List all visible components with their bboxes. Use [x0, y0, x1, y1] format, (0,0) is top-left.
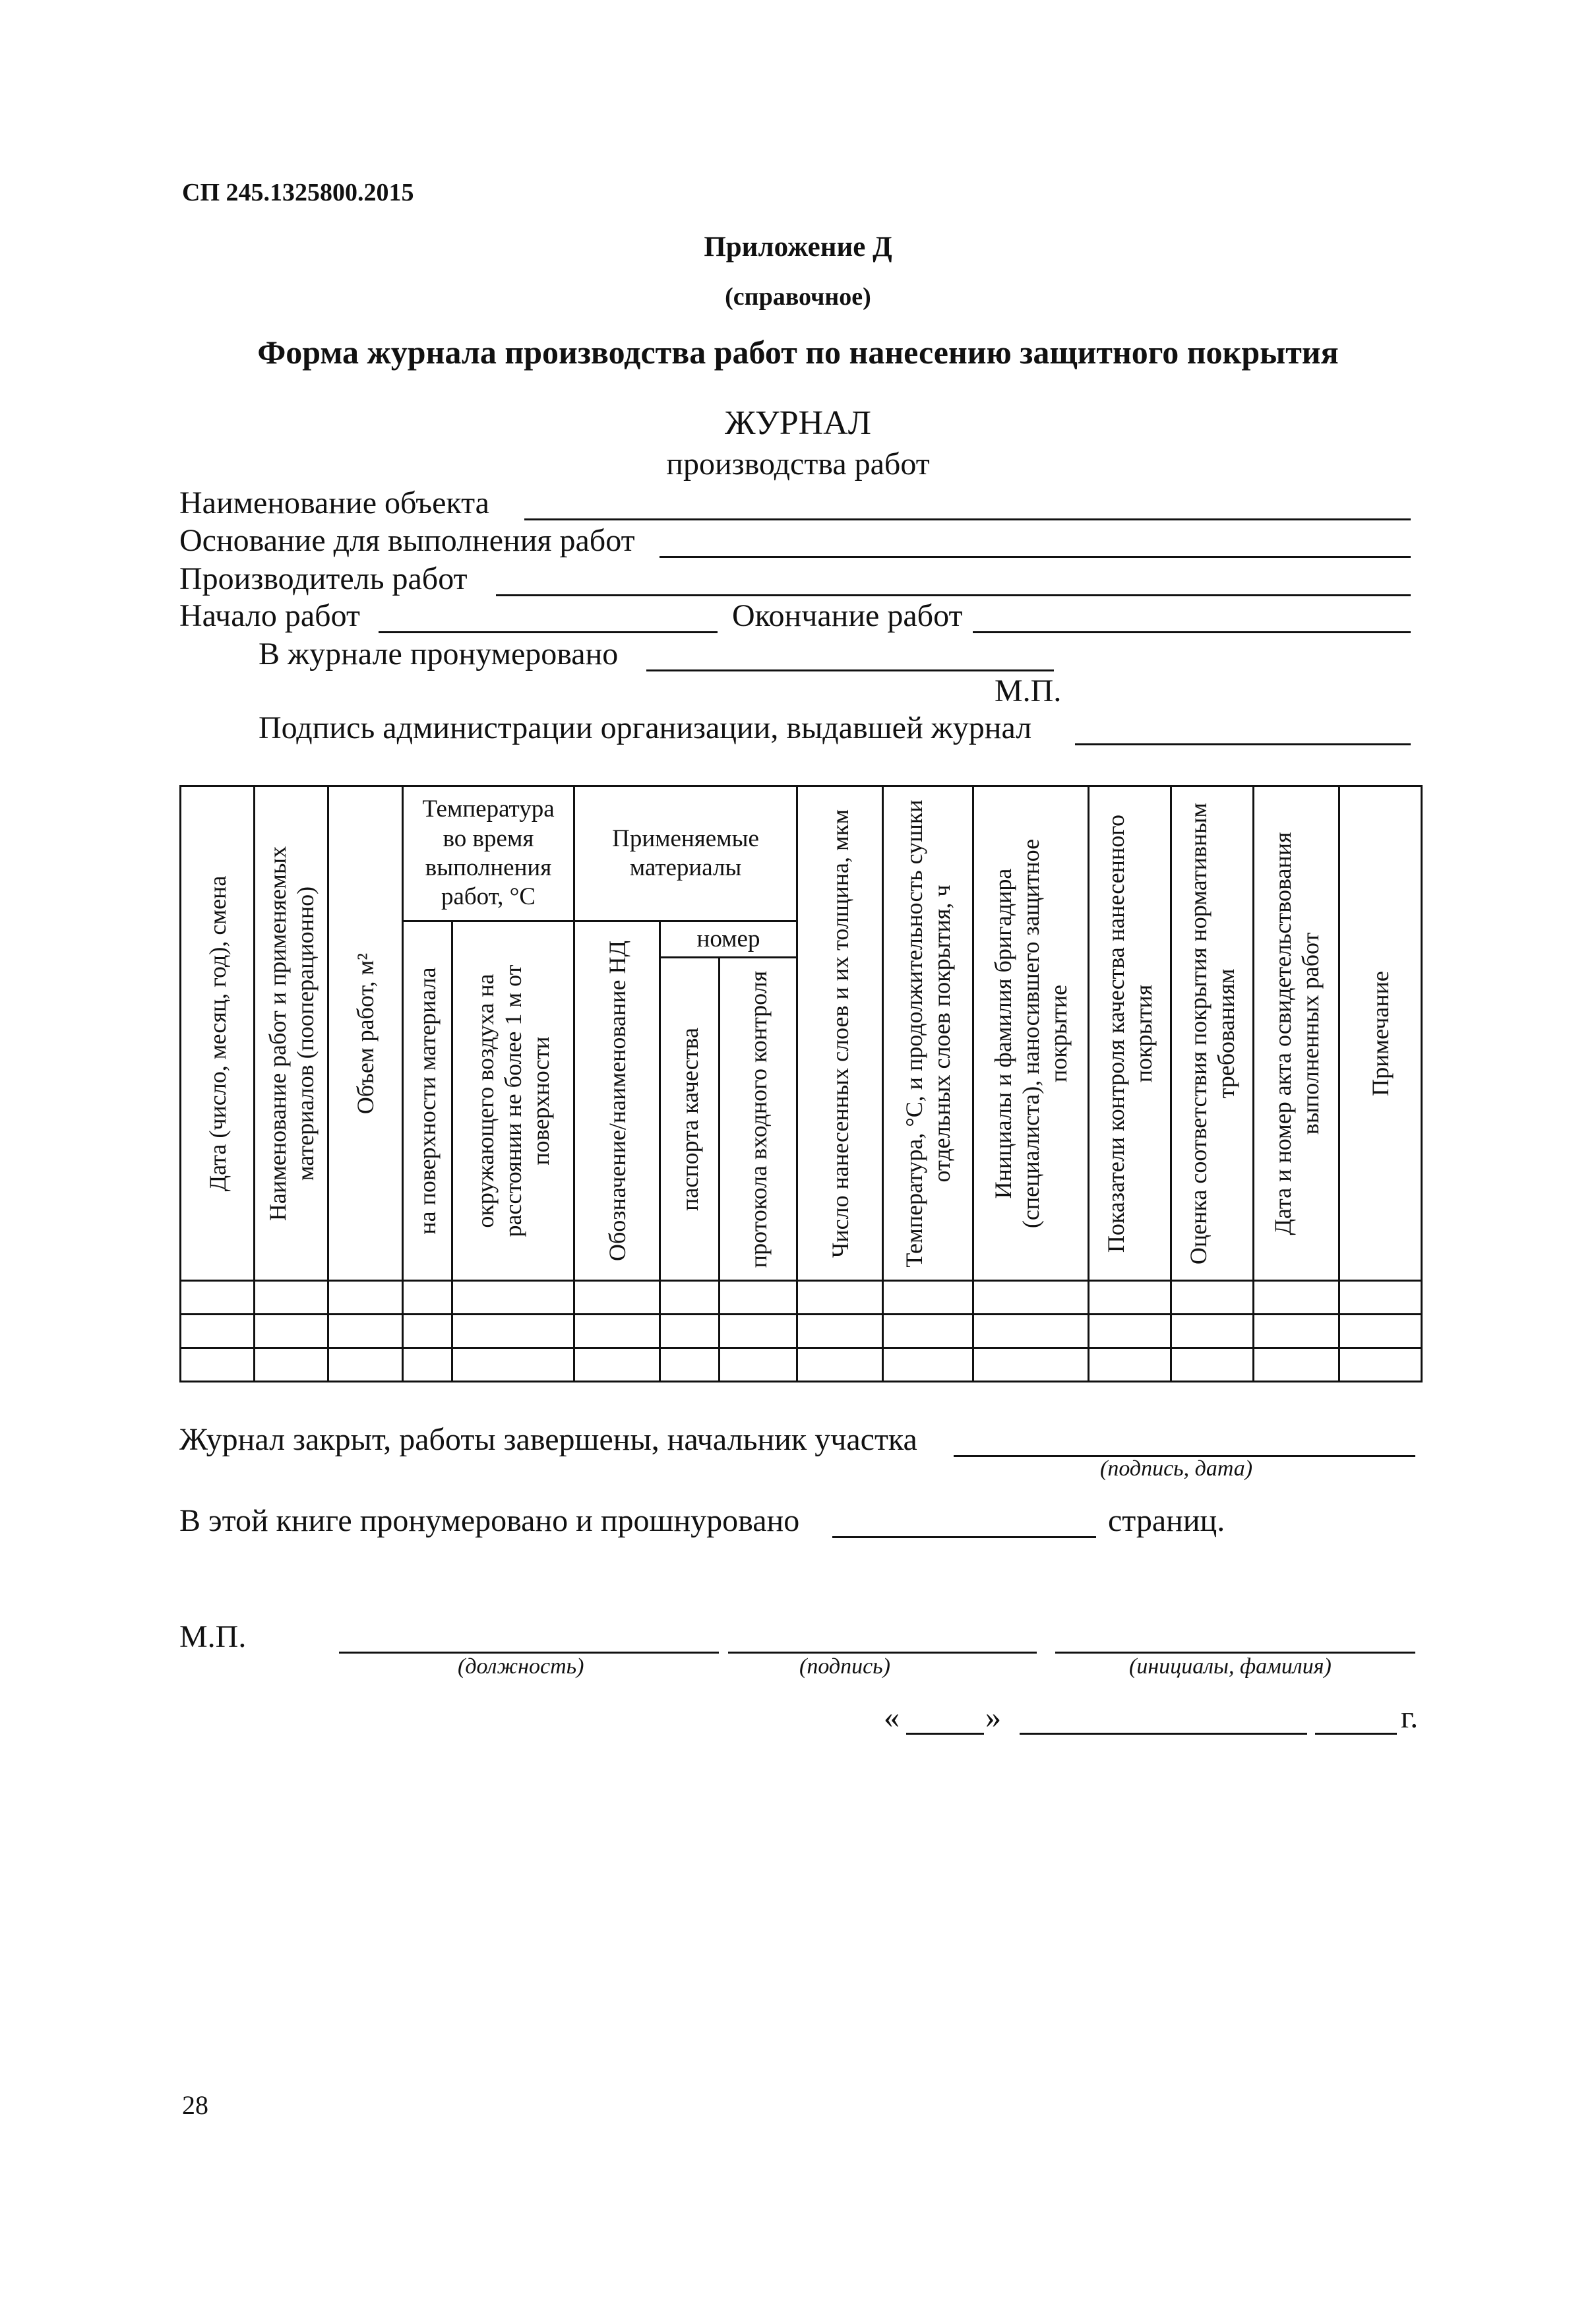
year-suffix: г.	[1401, 1700, 1419, 1735]
signature-date-hint: (подпись, дата)	[1100, 1456, 1253, 1481]
table-cell[interactable]	[1339, 1348, 1422, 1382]
admin-signature-label: Подпись администрации организации, выдавшей журнал	[259, 710, 1032, 745]
col-quality-passport-text: паспорта качества	[676, 1027, 703, 1211]
col-quality-indicators-header	[1089, 786, 1171, 1281]
table-cell[interactable]	[973, 1315, 1089, 1348]
table-cell[interactable]	[452, 1281, 574, 1315]
numbered-field[interactable]	[646, 669, 1054, 671]
position-field[interactable]	[339, 1652, 719, 1654]
table-cell[interactable]	[660, 1315, 720, 1348]
table-cell[interactable]	[1089, 1281, 1171, 1315]
admin-signature-field[interactable]	[1075, 743, 1411, 745]
col-layers-header	[797, 786, 883, 1281]
col-drying-text: Температура, °С, и продолжительность сушки отдельных слоев покрытия, ч	[900, 799, 955, 1268]
col-temperature-group-text: Температура во время выполнения работ, °С	[422, 795, 555, 911]
table-cell[interactable]	[181, 1281, 255, 1315]
page-number: 28	[182, 2090, 208, 2120]
table-cell[interactable]	[181, 1315, 255, 1348]
table-cell[interactable]	[1254, 1281, 1339, 1315]
initials-field[interactable]	[1055, 1652, 1415, 1654]
col-input-control-header	[720, 958, 797, 1281]
col-material-designation-header	[574, 921, 660, 1281]
initials-hint: (инициалы, фамилия)	[1129, 1654, 1332, 1679]
table-cell[interactable]	[1089, 1315, 1171, 1348]
col-temp-surface-header	[403, 921, 452, 1281]
col-foreman-text: Инициалы и фамилия бригадира (специалиста), наносившего защитное покрытие	[989, 838, 1072, 1228]
table-cell[interactable]	[452, 1348, 574, 1382]
col-number-group-text: номер	[696, 925, 760, 952]
table-cell[interactable]	[328, 1348, 403, 1382]
table-cell[interactable]	[973, 1348, 1089, 1382]
quote-close: »	[985, 1700, 1001, 1735]
annex-type: (справочное)	[725, 283, 871, 311]
table-cell[interactable]	[883, 1315, 973, 1348]
annex-title: Приложение Д	[704, 232, 892, 263]
end-field[interactable]	[973, 631, 1411, 633]
col-foreman-header	[973, 786, 1089, 1281]
col-temp-surface-text: на поверхности материала	[414, 967, 441, 1235]
table-cell[interactable]	[255, 1281, 328, 1315]
table-cell[interactable]	[660, 1348, 720, 1382]
table-cell[interactable]	[1254, 1315, 1339, 1348]
col-number-group-header	[660, 921, 797, 958]
table-cell[interactable]	[1089, 1348, 1171, 1382]
table-cell[interactable]	[574, 1281, 660, 1315]
table-row	[181, 1315, 1422, 1348]
journal-table	[179, 785, 1423, 1382]
table-cell[interactable]	[181, 1348, 255, 1382]
table-cell[interactable]	[1171, 1348, 1254, 1382]
quote-open: «	[884, 1700, 900, 1735]
table-cell[interactable]	[403, 1315, 452, 1348]
col-date-header	[181, 786, 255, 1281]
journal-closed-label: Журнал закрыт, работы завершены, начальник участка	[179, 1422, 917, 1457]
col-volume-text: Объем работ, м²	[352, 952, 379, 1114]
journal-title: ЖУРНАЛ	[725, 404, 871, 442]
numbered-label: В журнале пронумеровано	[259, 637, 619, 671]
document-code: СП 245.1325800.2015	[182, 179, 414, 206]
col-materials-group-text: Применяемые материалы	[612, 824, 759, 881]
journal-subtitle: производства работ	[666, 447, 930, 481]
contractor-label: Производитель работ	[179, 561, 468, 596]
col-inspection-act-text: Дата и номер акта освидетельствования выполненных работ	[1269, 831, 1324, 1235]
basis-label: Основание для выполнения работ	[179, 523, 635, 558]
col-work-name-header	[255, 786, 328, 1281]
start-label: Начало работ	[179, 598, 360, 633]
month-field[interactable]	[1020, 1733, 1307, 1735]
day-field[interactable]	[906, 1733, 984, 1735]
table-row	[181, 1281, 1422, 1315]
col-temperature-group-header	[403, 786, 574, 921]
col-temp-air-text: окружающего воздуха на расстоянии не более 1 м от поверхности	[472, 964, 555, 1237]
table-cell[interactable]	[720, 1348, 797, 1382]
table-cell[interactable]	[883, 1348, 973, 1382]
end-label: Окончание работ	[732, 598, 963, 633]
pages-word: страниц.	[1108, 1503, 1225, 1538]
table-cell[interactable]	[797, 1348, 883, 1382]
table-cell[interactable]	[797, 1315, 883, 1348]
col-volume-header	[328, 786, 403, 1281]
table-cell[interactable]	[403, 1281, 452, 1315]
book-numbered-label: В этой книге пронумеровано и прошнуровано	[179, 1503, 800, 1538]
signature-hint: (подпись)	[799, 1654, 890, 1679]
object-name-label: Наименование объекта	[179, 485, 489, 520]
start-field[interactable]	[379, 631, 718, 633]
col-layers-text: Число нанесенных слоев и их толщина, мкм	[826, 809, 853, 1258]
col-compliance-text: Оценка соответствия покрытия нормативным требованиям	[1184, 802, 1239, 1264]
col-work-name-text: Наименование работ и применяемых материалов (пооперационно)	[264, 846, 319, 1221]
table-cell[interactable]	[1171, 1281, 1254, 1315]
table-cell[interactable]	[720, 1281, 797, 1315]
table-cell[interactable]	[1339, 1315, 1422, 1348]
position-hint: (должность)	[458, 1654, 584, 1679]
col-materials-group-header	[574, 786, 797, 921]
book-pages-field[interactable]	[832, 1536, 1096, 1538]
col-compliance-header	[1171, 786, 1254, 1281]
table-cell[interactable]	[1171, 1315, 1254, 1348]
col-date-text: Дата (число, месяц, год), смена	[204, 875, 231, 1191]
col-note-header	[1339, 786, 1422, 1281]
table-cell[interactable]	[574, 1348, 660, 1382]
table-cell[interactable]	[883, 1281, 973, 1315]
col-material-designation-text: Обозначение/наименование НД	[603, 940, 630, 1262]
table-cell[interactable]	[328, 1281, 403, 1315]
stamp-mark: М.П.	[995, 673, 1062, 708]
table-row	[181, 1348, 1422, 1382]
col-quality-passport-header	[660, 958, 720, 1281]
table-cell[interactable]	[1339, 1281, 1422, 1315]
col-inspection-act-header	[1254, 786, 1339, 1281]
table-cell[interactable]	[1254, 1348, 1339, 1382]
col-drying-header	[883, 786, 973, 1281]
col-note-text: Примечание	[1366, 970, 1394, 1096]
table-cell[interactable]	[973, 1281, 1089, 1315]
form-title: Форма журнала производства работ по нанесению защитного покрытия	[257, 334, 1339, 371]
table-cell[interactable]	[660, 1281, 720, 1315]
table-cell[interactable]	[255, 1348, 328, 1382]
year-field[interactable]	[1315, 1733, 1397, 1735]
contractor-field[interactable]	[496, 594, 1411, 596]
table-cell[interactable]	[720, 1315, 797, 1348]
table-cell[interactable]	[403, 1348, 452, 1382]
table-cell[interactable]	[328, 1315, 403, 1348]
basis-field[interactable]	[660, 556, 1411, 558]
footer-stamp-mark: М.П.	[179, 1619, 247, 1654]
signature-field[interactable]	[728, 1652, 1037, 1654]
col-temp-air-header	[452, 921, 574, 1281]
table-cell[interactable]	[574, 1315, 660, 1348]
table-cell[interactable]	[797, 1281, 883, 1315]
table-cell[interactable]	[452, 1315, 574, 1348]
table-cell[interactable]	[255, 1315, 328, 1348]
object-name-field[interactable]	[524, 518, 1411, 520]
col-quality-indicators-text: Показатели контроля качества нанесенного покрытия	[1102, 814, 1157, 1253]
col-input-control-text: протокола входного контроля	[745, 970, 772, 1268]
